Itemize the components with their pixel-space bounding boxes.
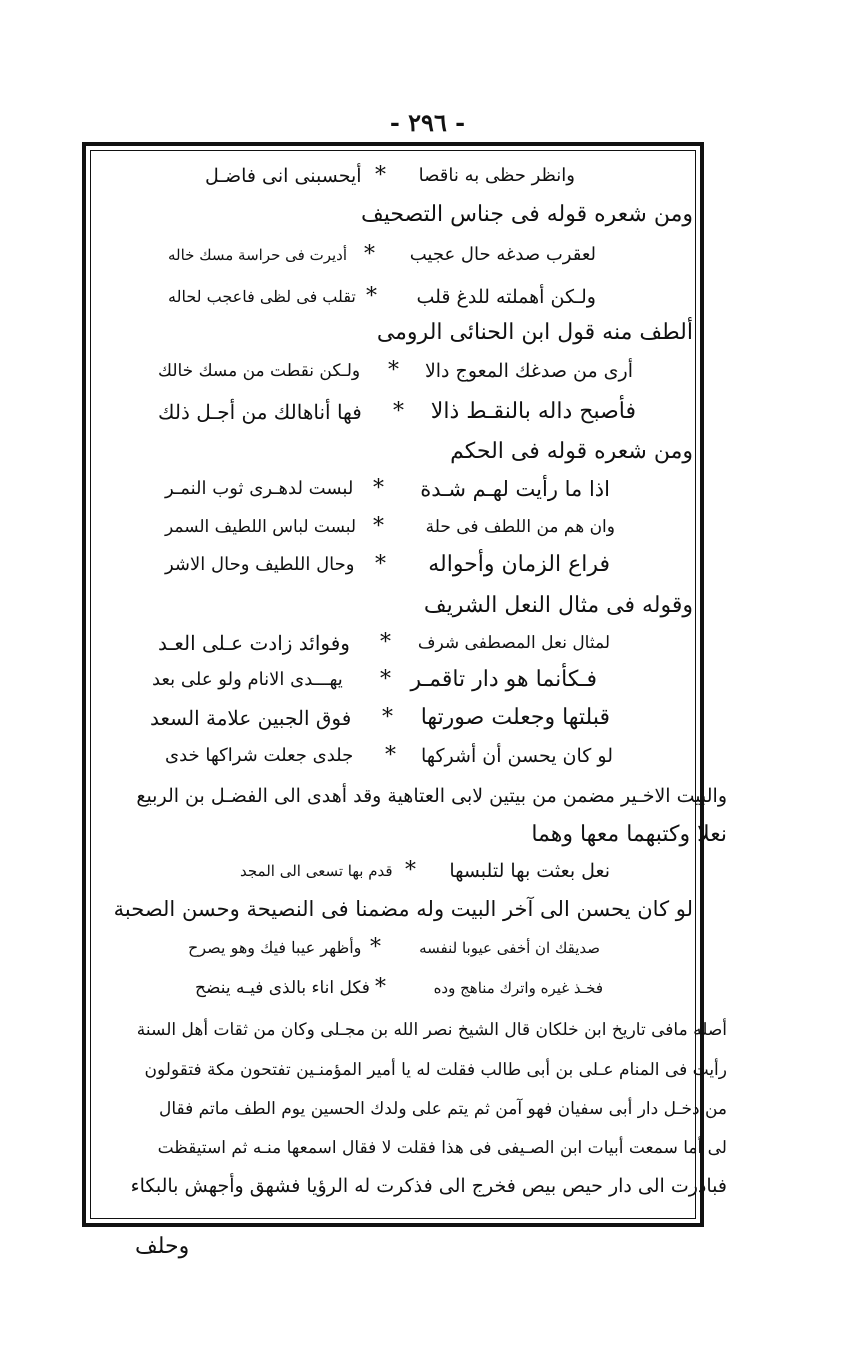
- verse-separator: *: [405, 858, 416, 883]
- verse-hemistich-first: وانظر حظى به ناقصا: [418, 165, 575, 186]
- verse-hemistich-second: لبست لدهـرى ثوب النمـر: [165, 478, 354, 499]
- verse-hemistich-first: فراع الزمان وأحواله: [428, 552, 610, 577]
- verse-hemistich-first: وان هم من اللطف فى حلة: [425, 517, 615, 537]
- verse-separator: *: [393, 399, 404, 424]
- prose-line: نعلا وكتبهما معها وهما: [531, 822, 727, 847]
- verse-separator: *: [373, 514, 384, 539]
- verse-hemistich-first: اذا ما رأيت لهـم شـدة: [420, 477, 610, 501]
- catchword: وحلف: [135, 1234, 190, 1259]
- verse-hemistich-second: فكل اناء بالذى فيـه ينضح: [195, 978, 370, 998]
- verse-hemistich-second: ولـكن نقطت من مسك خالك: [158, 361, 361, 381]
- verse-hemistich-first: لو كان يحسن أن أشركها: [420, 745, 613, 767]
- verse-separator: *: [380, 667, 391, 692]
- verse-hemistich-second: أيحسبنى انى فاضـل: [205, 165, 362, 187]
- verse-hemistich-first: صديقك ان أخفى عيوبا لنفسه: [419, 939, 600, 957]
- verse-hemistich-second: أديرت فى حراسة مسك خاله: [168, 246, 348, 264]
- verse-hemistich-second: فها أناهالك من أجـل ذلك: [158, 400, 362, 424]
- verse-hemistich-first: لمثال نعل المصطفى شرف: [417, 633, 610, 653]
- verse-separator: *: [375, 975, 386, 1000]
- verse-separator: *: [364, 242, 375, 267]
- prose-line: لو كان يحسن الى آخر البيت وله مضمنا فى النصيحة وحسن الصحبة: [113, 897, 693, 921]
- verse-separator: *: [385, 743, 396, 768]
- prose-line: ألطف منه قول ابن الحنائى الرومى: [376, 320, 693, 345]
- prose-line: ومن شعره قوله فى جناس التصحيف: [360, 202, 693, 227]
- prose-line: لى أما سمعت أبيات ابن الصـيفى فى هذا فقلت لا فقال اسمعها منـه ثم استيقظت: [157, 1138, 727, 1158]
- verse-hemistich-second: تقلب فى لظى فاعجب لحاله: [168, 287, 356, 306]
- verse-hemistich-second: وأظهر عيبا فيك وهو يصرح: [188, 938, 362, 957]
- verse-hemistich-second: وحال اللطيف وحال الاشر: [165, 554, 355, 575]
- verse-hemistich-second: وفوائد زادت عـلى العـد: [158, 631, 350, 655]
- verse-hemistich-first: نعل بعثت بها لتلبسها: [449, 860, 610, 882]
- verse-hemistich-first: قبلتها وجعلت صورتها: [420, 705, 610, 730]
- verse-hemistich-first: فأصبح داله بالنقـط ذالا: [430, 399, 636, 424]
- prose-line: وقوله فى مثال النعل الشريف: [423, 593, 693, 618]
- verse-hemistich-second: فوق الجبين علامة السعد: [150, 706, 352, 730]
- prose-line: فبادرت الى دار حيص بيص فخرج الى فذكرت له الرؤيا فشهق وأجهش بالبكاء: [130, 1175, 727, 1197]
- verse-separator: *: [382, 705, 393, 730]
- verse-hemistich-first: أرى من صدغك المعوج دالا: [424, 360, 633, 382]
- verse-separator: *: [370, 935, 381, 960]
- verse-hemistich-second: يهـــدى الانام ولو على بعد: [152, 669, 343, 690]
- prose-line: رأيت فى المنام عـلى بن أبى طالب فقلت له يا أمير المؤمنـين تفتحون مكة فتقولون: [144, 1060, 727, 1080]
- prose-line: من دخـل دار أبى سفيان فهو آمن ثم يتم على ولدك الحسين يوم الطف ماتم فقال: [159, 1099, 727, 1119]
- verse-hemistich-first: فخـذ غيره واترك مناهج وده: [433, 979, 603, 997]
- verse-separator: *: [375, 552, 386, 577]
- verse-hemistich-first: فـكأنما هو دار تاقمـر: [410, 667, 597, 692]
- verse-hemistich-second: جلدى جعلت شراكها خدى: [165, 745, 354, 766]
- page-number: - ٢٩٦ -: [389, 108, 466, 137]
- prose-line: أصله مافى تاريخ ابن خلكان قال الشيخ نصر الله بن مجـلى وكان من ثقات أهل السنة: [136, 1020, 727, 1040]
- verse-separator: *: [388, 358, 399, 383]
- prose-line: ومن شعره قوله فى الحكم: [450, 439, 693, 464]
- verse-hemistich-second: قدم بها تسعى الى المجد: [240, 862, 393, 880]
- verse-hemistich-first: لعقرب صدغه حال عجيب: [409, 244, 596, 265]
- verse-separator: *: [366, 284, 377, 309]
- verse-separator: *: [373, 476, 384, 501]
- verse-separator: *: [380, 630, 391, 655]
- verse-separator: *: [375, 163, 386, 188]
- verse-hemistich-first: ولـكن أهملته للدغ قلب: [416, 286, 596, 308]
- prose-line: والبيت الاخـير مضمن من بيتين لابى العتاهية وقد أهدى الى الفضـل بن الربيع: [136, 785, 727, 807]
- verse-hemistich-second: لبست لباس اللطيف السمر: [165, 517, 357, 537]
